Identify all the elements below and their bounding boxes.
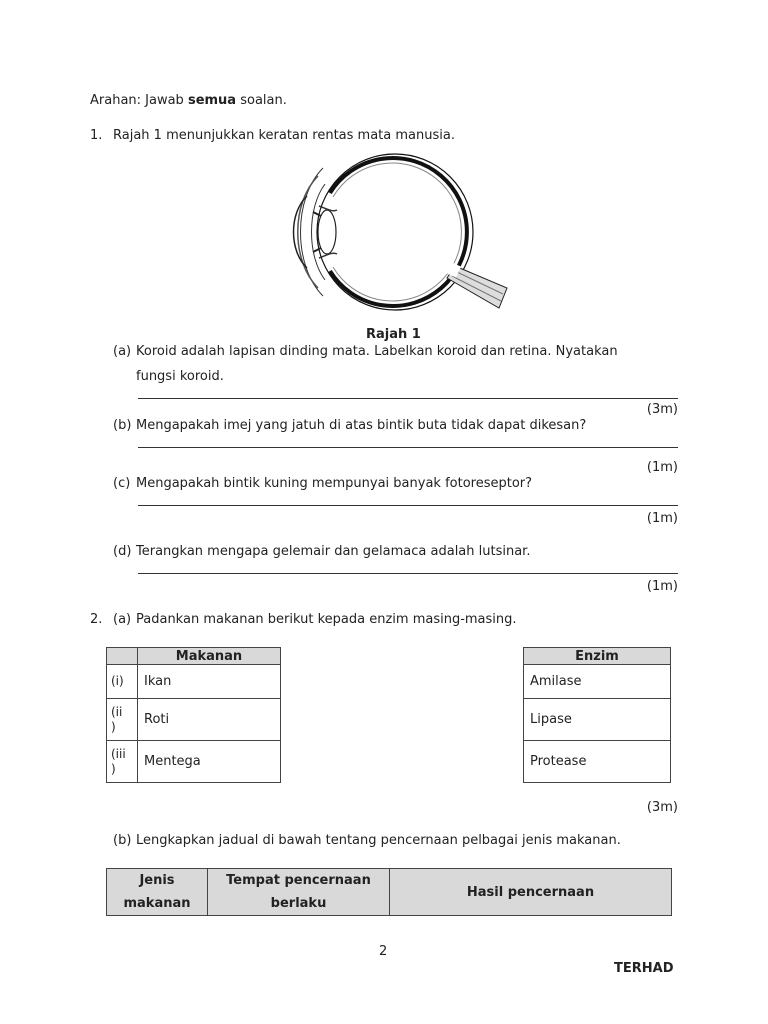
q1a-marks: (3m): [646, 402, 678, 417]
page-number: 2: [379, 944, 388, 959]
instruction: [90, 93, 287, 109]
answer-line[interactable]: [138, 447, 678, 448]
food-table-header: Makanan: [138, 648, 281, 665]
q1b-label: (b): [113, 418, 132, 433]
answer-line[interactable]: [138, 398, 678, 399]
q1d-text: Terangkan mengapa gelemair dan gelamaca adalah lutsinar.: [136, 544, 531, 559]
q2b-text: Lengkapkan jadual di bawah tentang pencernaan pelbagai jenis makanan.: [136, 833, 621, 848]
q1a-text: Koroid adalah lapisan dinding mata. Labelkan koroid dan retina. Nyatakan: [136, 344, 618, 359]
table-row: [107, 665, 281, 699]
table-row: [524, 741, 671, 783]
q1b-text: Mengapakah imej yang jatuh di atas bintik buta tidak dapat dikesan?: [136, 418, 587, 433]
food-row-item: Mentega: [138, 741, 281, 783]
q1-number: 1.: [90, 128, 103, 143]
q1d-label: (d): [113, 544, 132, 559]
q2a-marks: (3m): [646, 800, 678, 815]
q1c-text: Mengapakah bintik kuning mempunyai banyak fotoreseptor?: [136, 476, 533, 491]
table-row: [524, 665, 671, 699]
q2b-label: (b): [113, 833, 132, 848]
q1c-label: (c): [113, 476, 131, 491]
answer-line[interactable]: [138, 573, 678, 574]
figure-caption: Rajah 1: [366, 327, 421, 342]
instruction-prefix: Arahan: Jawab: [90, 93, 188, 108]
q1-text: Rajah 1 menunjukkan keratan rentas mata manusia.: [113, 128, 455, 143]
answer-line[interactable]: [138, 505, 678, 506]
table-row: [524, 699, 671, 741]
food-table: [106, 647, 281, 783]
food-table-corner: [107, 648, 138, 665]
food-row-item: Ikan: [138, 665, 281, 699]
enzyme-item: Lipase: [524, 699, 671, 741]
q1c-marks: (1m): [646, 511, 678, 526]
digestion-header-food-type: Jenis makanan: [107, 869, 208, 916]
classification-label: TERHAD: [614, 961, 674, 976]
table-row: [107, 699, 281, 741]
food-row-number: (ii ): [107, 699, 138, 741]
q2a-text: Padankan makanan berikut kepada enzim masing-masing.: [136, 612, 517, 627]
enzyme-table-header: Enzim: [524, 648, 671, 665]
q1d-marks: (1m): [646, 579, 678, 594]
enzyme-table: [523, 647, 671, 783]
enzyme-item: Protease: [524, 741, 671, 783]
instruction-suffix: soalan.: [236, 93, 287, 108]
enzyme-item: Amilase: [524, 665, 671, 699]
instruction-bold: semua: [187, 93, 237, 108]
digestion-header-site: Tempat pencernaan berlaku: [208, 869, 390, 916]
table-row: [107, 741, 281, 783]
digestion-header-products: Hasil pencernaan: [390, 869, 672, 916]
q1b-marks: (1m): [646, 460, 678, 475]
digestion-table: [106, 868, 672, 916]
q2a-label: (a): [113, 612, 132, 627]
food-row-item: Roti: [138, 699, 281, 741]
q1a-label: (a): [113, 344, 132, 359]
eye-cross-section-diagram: [285, 148, 521, 318]
food-row-number: (i): [107, 665, 138, 699]
q1a-text-line2: fungsi koroid.: [136, 369, 224, 384]
q2-number: 2.: [90, 612, 103, 627]
food-row-number: (iii ): [107, 741, 138, 783]
